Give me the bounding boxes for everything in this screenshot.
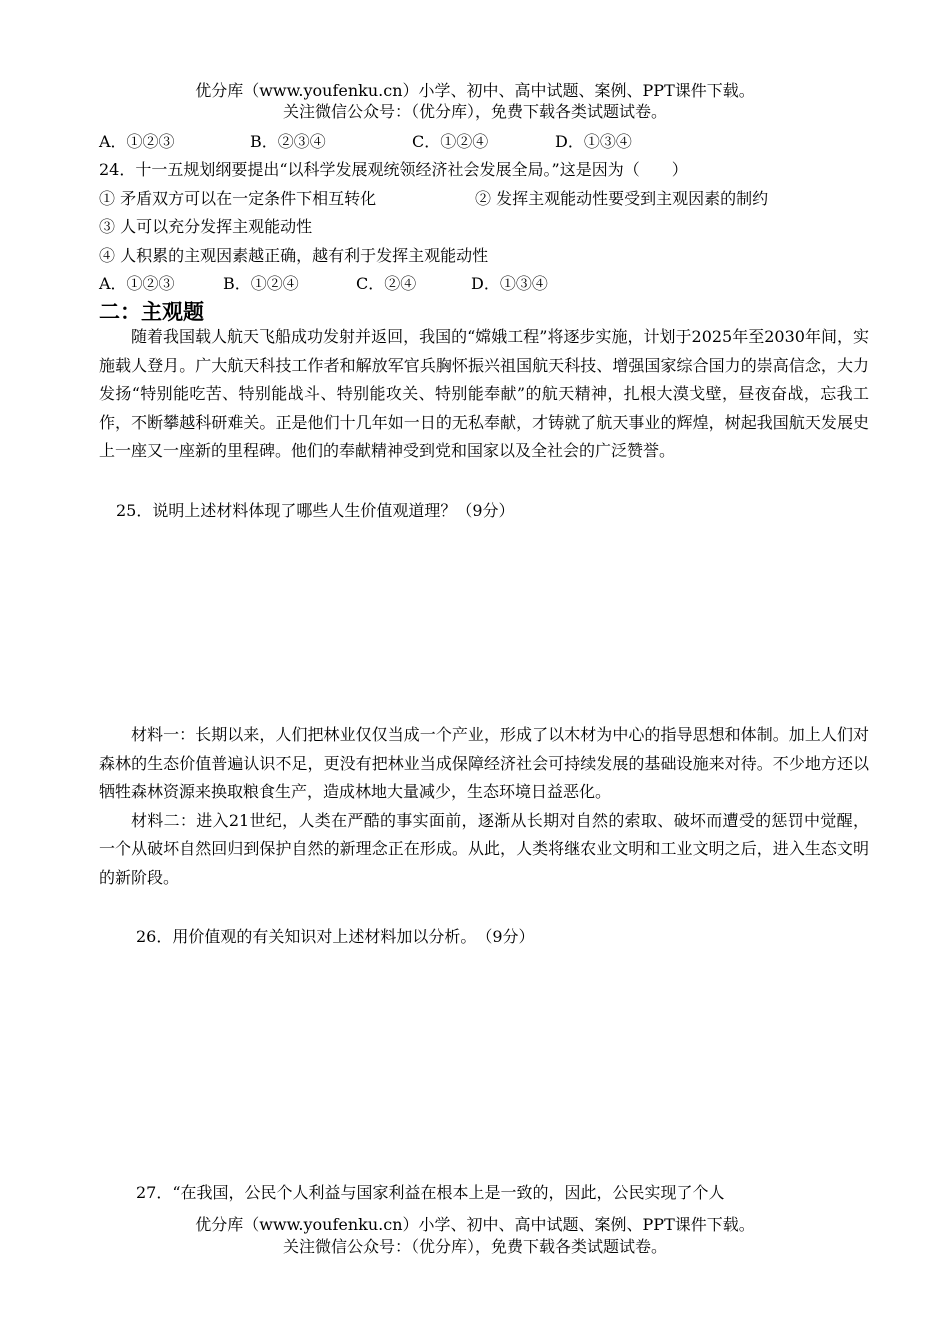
q24-options [99,271,548,294]
material-one: 材料一：长期以来，人们把林业仅仅当成一个产业，形成了以木材为中心的指导思想和体制。加上人们对森林的生态价值普遍认识不足，更没有把林业当成保障经济社会可持续发展的基础设施来对待。不少地方还以牺牲森林资源来换取粮食生产，造成林地大量减少，生态环境日益恶化。 [99,725,869,802]
q24-option-b: B．①②④ [223,274,299,293]
material-forest [99,721,869,893]
q24-item-2: ② 发挥主观能动性要受到主观因素的制约 [475,189,769,208]
header-line-1: 优分库（www.youfenku.cn）小学、初中、高中试题、案例、PPT课件下载。 [195,81,755,100]
q24-item-1: ① 矛盾双方可以在一定条件下相互转化 [99,189,377,208]
footer-line-2: 关注微信公众号：（优分库），免费下载各类试题试卷。 [282,1237,667,1256]
q23-option-a: A．①②③ [99,132,175,151]
question-25: 25．说明上述材料体现了哪些人生价值观道理？（9分） [116,501,515,520]
material-space-program [99,323,869,466]
q24-option-d: D．①③④ [471,274,548,293]
q24-item-4: ④ 人积累的主观因素越正确，越有利于发挥主观能动性 [99,246,489,265]
q24-option-c: C．②④ [356,274,417,293]
question-26: 26．用价值观的有关知识对上述材料加以分析。 （9分） [136,927,535,946]
header-line-2: 关注微信公众号：（优分库），免费下载各类试题试卷。 [282,102,667,121]
q24-item-3: ③ 人可以充分发挥主观能动性 [99,217,313,236]
q23-option-d: D．①③④ [555,132,632,151]
q23-option-b: B．②③④ [250,132,326,151]
q23-options [99,129,632,152]
material-two: 材料二：进入21世纪，人类在严酷的事实面前，逐渐从长期对自然的索取、破坏而遭受的惩罚中觉醒，一个从破坏自然回归到保护自然的新理念正在形成。从此，人类将继农业文明和工业文明之后，进入生态文明的新阶段。 [99,810,869,887]
q24-stem: 24．十一五规划纲要提出“以科学发展观统领经济社会发展全局。”这是因为（ ） [99,160,688,179]
material-paragraph: 随着我国载人航天飞船成功发射并返回，我国的“嫦娥工程”将逐步实施，计划于2025年至2030年间，实施载人登月。广大航天科技工作者和解放军官兵胸怀振兴祖国航天科技、增强国家综合国力的崇高信念，大力发扬“特别能吃苦、特别能战斗、特别能攻关、特别能奉献”的航天精神，扎根大漠戈壁，昼夜奋战，忘我工作，不断攀越科研难关。正是他们十几年如一日的无私奉献，才铸就了航天事业的辉煌，树起我国航天发展史上一座又一座新的里程碑。他们的奉献精神受到党和国家以及全社会的广泛赞誉。 [99,327,869,461]
question-27: 27．“在我国，公民个人利益与国家利益在根本上是一致的，因此，公民实现了个人 [136,1183,725,1202]
q24-option-a: A．①②③ [99,274,175,293]
footer-line-1: 优分库（www.youfenku.cn）小学、初中、高中试题、案例、PPT课件下载。 [195,1215,755,1234]
section-title: 二：主观题 [99,300,204,324]
q24-items-row [99,186,768,209]
q23-option-c: C．①②④ [412,132,489,151]
